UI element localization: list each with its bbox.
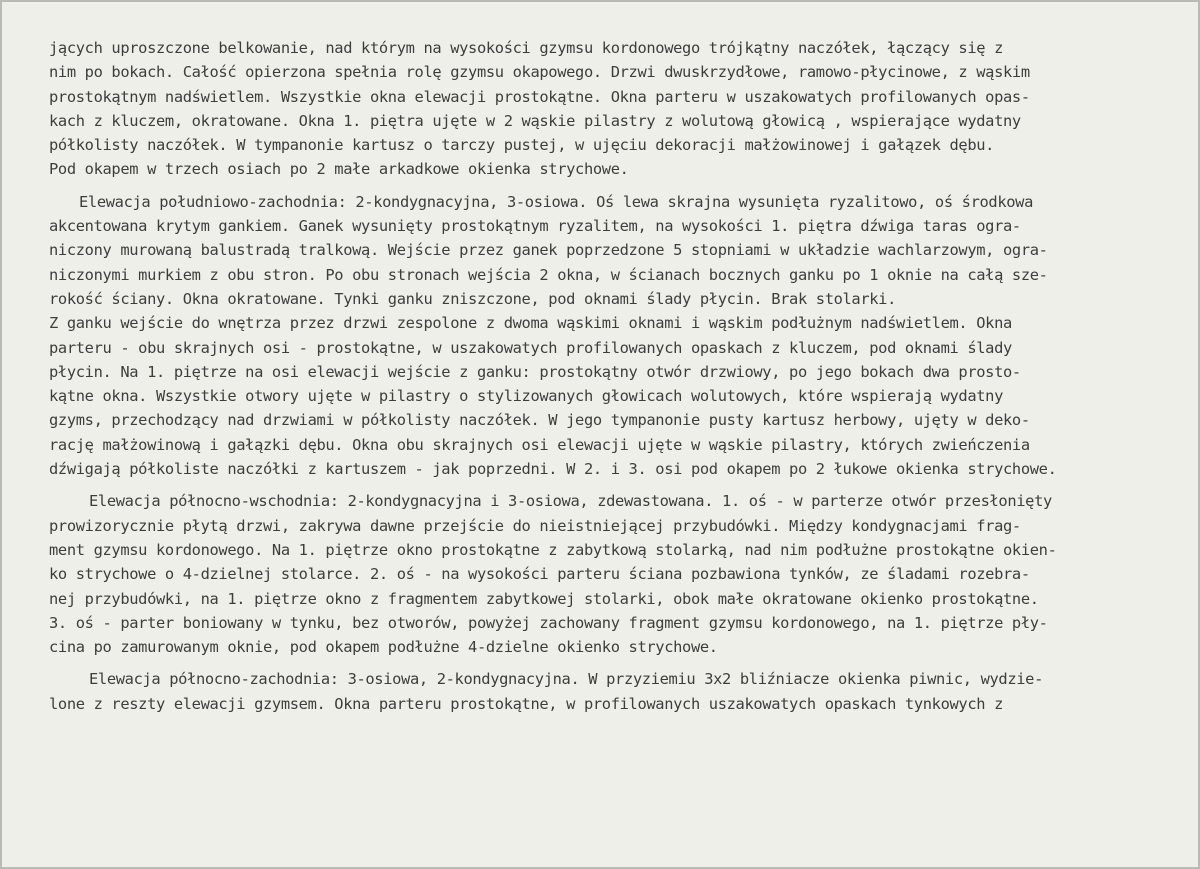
text-line: nim po bokach. Całość opierzona spełnia rolę gzymsu okapowego. Drzwi dwuskrzydłowe, ramowo-płycinowe, z wąskim bbox=[49, 63, 1030, 82]
paragraph-4 bbox=[49, 667, 1179, 716]
document-text bbox=[49, 36, 1179, 716]
text-line: dźwigają półkoliste naczółki z kartuszem - jak poprzedni. W 2. i 3. osi pod okapem po 2 łukowe okienka strychowe. bbox=[49, 460, 1057, 479]
text-line: kach z kluczem, okratowane. Okna 1. piętra ujęte w 2 wąskie pilastry z wolutową głowicą , wspierające wydatny bbox=[49, 111, 1021, 130]
text-line: niczony murowaną balustradą tralkową. Wejście przez ganek poprzedzone 5 stopniami w układzie wachlarzowym, ogra- bbox=[49, 241, 1048, 260]
text-line: Elewacja południowo-zachodnia: 2-kondygnacyjna, 3-osiowa. Oś lewa skrajna wysunięta ryzalitowo, oś środkowa bbox=[79, 192, 1034, 211]
text-line: rokość ściany. Okna okratowane. Tynki ganku zniszczone, pod oknami ślady płycin. Brak stolarki. bbox=[49, 289, 897, 308]
paragraph-1 bbox=[49, 36, 1179, 182]
text-line: Elewacja północno-wschodnia: 2-kondygnacyjna i 3-osiowa, zdewastowana. 1. oś - w parterze otwór przesłonięty bbox=[89, 492, 1052, 511]
text-line: kątne okna. Wszystkie otwory ujęte w pilastry o stylizowanych głowicach wolutowych, które wspierają wydatny bbox=[49, 387, 1004, 406]
text-line: ment gzymsu kordonowego. Na 1. piętrze okno prostokątne z zabytkową stolarką, nad nim podłużne prostokątne okien- bbox=[49, 540, 1057, 559]
text-line: prowizorycznie płytą drzwi, zakrywa dawne przejście do nieistniejącej przybudówki. Między kondygnacjami frag- bbox=[49, 516, 1021, 535]
text-line: akcentowana krytym gankiem. Ganek wysunięty prostokątnym ryzalitem, na wysokości 1. piętra dźwiga taras ogra- bbox=[49, 217, 1021, 236]
text-line: parteru - obu skrajnych osi - prostokątne, w uszakowatych profilowanych opaskach z kluczem, pod oknami ślady bbox=[49, 338, 1012, 357]
text-line: płycin. Na 1. piętrze na osi elewacji wejście z ganku: prostokątny otwór drzwiowy, po jego bokach dwa prosto- bbox=[49, 362, 1021, 381]
text-line: cina po zamurowanym oknie, pod okapem podłużne 4-dzielne okienko strychowe. bbox=[49, 638, 718, 657]
text-line: Pod okapem w trzech osiach po 2 małe arkadkowe okienka strychowe. bbox=[49, 160, 629, 179]
text-line: jących uproszczone belkowanie, nad którym na wysokości gzymsu kordonowego trójkątny naczółek, łączący się z bbox=[49, 39, 1004, 57]
text-line: 3. oś - parter boniowany w tynku, bez otworów, powyżej zachowany fragment gzymsu kordonowego, na 1. piętrze pły- bbox=[49, 613, 1048, 632]
text-line: nej przybudówki, na 1. piętrze okno z fragmentem zabytkowej stolarki, obok małe okratowane okienko prostokątne. bbox=[49, 589, 1039, 608]
paragraph-3 bbox=[49, 489, 1179, 659]
text-line: prostokątnym nadświetlem. Wszystkie okna elewacji prostokątne. Okna parteru w uszakowatych profilowanych opas- bbox=[49, 87, 1030, 106]
text-line: gzyms, przechodzący nad drzwiami w półkolisty naczółek. W jego tympanonie pusty kartusz herbowy, ujęty w deko- bbox=[49, 411, 1030, 430]
text-line: niczonymi murkiem z obu stron. Po obu stronach wejścia 2 okna, w ścianach bocznych ganku po 1 oknie na całą sze- bbox=[49, 265, 1048, 284]
text-line: półkolisty naczółek. W tympanonie kartusz o tarczy pustej, w ujęciu dekoracji małżowinowej i gałązek dębu. bbox=[49, 136, 995, 155]
text-line: Z ganku wejście do wnętrza przez drzwi zespolone z dwoma wąskimi oknami i wąskim podłużnym nadświetlem. Okna bbox=[49, 314, 1012, 333]
text-line: ko strychowe o 4-dzielnej stolarce. 2. oś - na wysokości parteru ściana pozbawiona tynków, ze śladami rozebra- bbox=[49, 565, 1030, 584]
text-line: lone z reszty elewacji gzymsem. Okna parteru prostokątne, w profilowanych uszakowatych opaskach tynkowych z bbox=[49, 694, 1004, 713]
text-line: Elewacja północno-zachodnia: 3-osiowa, 2-kondygnacyjna. W przyziemiu 3x2 bliźniacze okienka piwnic, wydzie- bbox=[89, 670, 1044, 689]
text-line: rację małżowinową i gałązki dębu. Okna obu skrajnych osi elewacji ujęte w wąskie pilastry, których zwieńczenia bbox=[49, 435, 1030, 454]
paragraph-2 bbox=[49, 190, 1179, 482]
